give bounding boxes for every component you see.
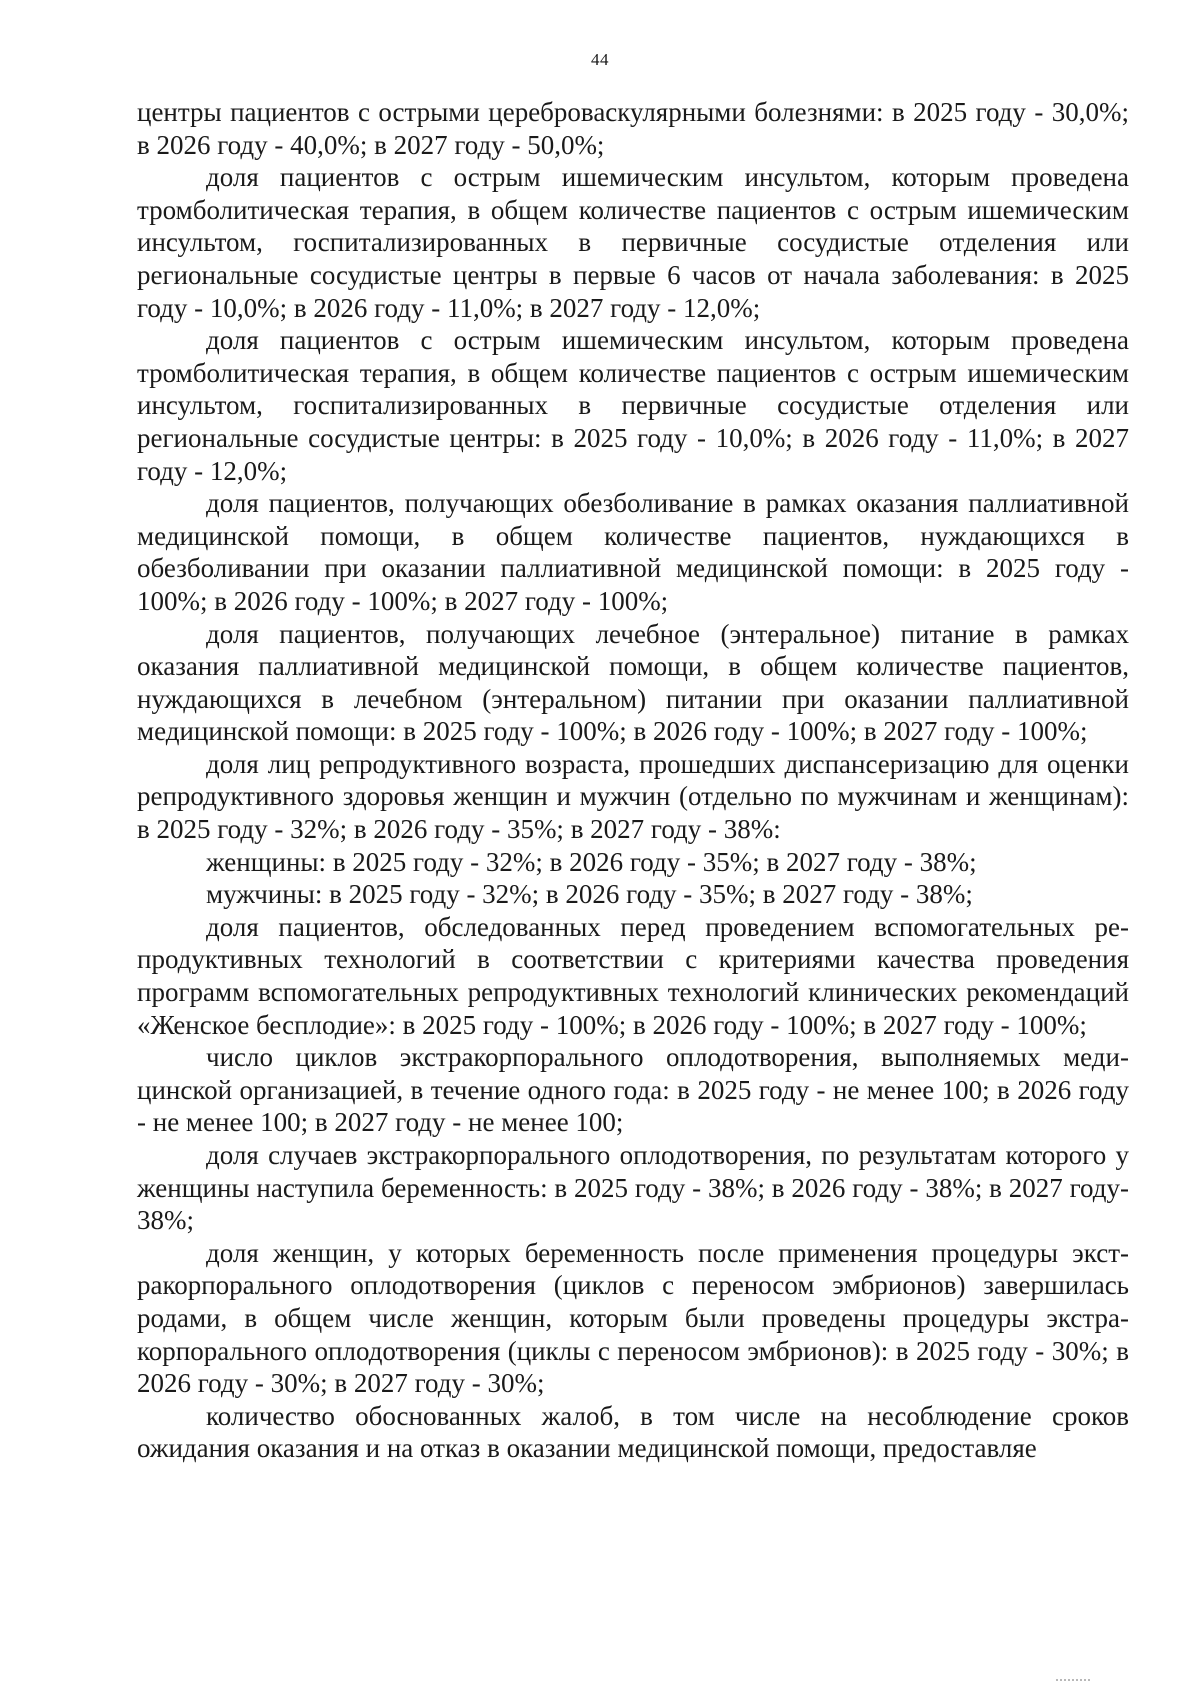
paragraph-complaints-count: количество обоснованных жалоб, в том числе на несоблюдение сроков ожидания оказания и на отказ в оказании медицинской помощи, предоставляе [137, 1400, 1129, 1464]
paragraph-art-examination: доля пациентов, обследованных перед проведением вспомогательных репродуктивных технологий в соответствии с критериями качества проведения программ вспомогательных репродуктивных технологий клинических рекомендаций «Женское бесплодие»: в 2025 году - 100%; в 2026 году - 100%; в 2027 году - 100%; [137, 911, 1129, 1040]
paragraph-palliative-pain-relief: доля пациентов, получающих обезболивание в рамках оказания паллиативной медицинской помощи, в общем количестве пациентов, нуждающихся в обезболивании при оказании паллиативной медицинской помощи: в 2025 году - 100%; в 2026 году - 100%; в 2027 году - 100%; [137, 488, 1129, 616]
scan-artifact [1056, 1679, 1090, 1693]
paragraph-reproductive-men: мужчины: в 2025 году - 32%; в 2026 году - 35%; в 2027 году - 38%; [206, 879, 973, 910]
paragraph-thrombolysis-first-6-hours: доля пациентов с острым ишемическим инсультом, которым проведена тромболитическая терапия, в общем количестве пациентов с острым ишемическим инсультом, госпитализированных в первичные сосудистые отделения или региональные сосудистые центры в первые 6 часов от начала заболевания: в 2025 году - 10,0%; в 2026 году - 11,0%; в 2027 году - 12,0%; [137, 162, 1129, 323]
paragraph-thrombolysis-total: доля пациентов с острым ишемическим инсультом, которым проведена тромболитическая терапия, в общем количестве пациентов с острым ишемическим инсультом, госпитализированных в первичные сосудистые отделения или региональные сосудистые центры: в 2025 году - 10,0%; в 2026 году - 11,0%; в 2027 году - 12,0%; [137, 325, 1129, 486]
page-number: 44 [591, 50, 609, 69]
paragraph-reproductive-screening: доля лиц репродуктивного возраста, прошедших диспансеризацию для оценки репродуктивного здоровья женщин и мужчин (отдельно по мужчинам и женщинам): в 2025 году - 32%; в 2026 году - 35%; в 2027 году - 38%: [137, 748, 1129, 845]
paragraph-palliative-enteral-nutrition: доля пациентов, получающих лечебное (энтеральное) питание в рамках оказания паллиативной медицинской помощи, в общем количестве пациентов, нуждающихся в лечебном (энтеральном) питании при оказании паллиативной медицинской помощи: в 2025 году - 100%; в 2026 году - 100%; в 2027 году - 100%; [137, 618, 1129, 747]
document-body [137, 96, 1129, 1465]
paragraph-ivf-cycles-count: число циклов экстракорпорального оплодотворения, выполняемых медицинской организацией, в течение одного года: в 2025 году - не менее 100; в 2026 году - не менее 100; в 2027 году - не менее 100; [137, 1042, 1129, 1138]
paragraph-ivf-birth-rate: доля женщин, у которых беременность после применения процедуры экстракорпорального оплодотворения (циклов с переносом эмбрионов) завершилась родами, в общем числе женщин, которым были проведены процедуры экстракорпорального оплодотворения (циклы с переносом эмбрионов): в 2025 году - 30%; в 2026 году - 30%; в 2027 году - 30%; [137, 1237, 1129, 1399]
paragraph-reproductive-women: женщины: в 2025 году - 32%; в 2026 году - 35%; в 2027 году - 38%; [206, 846, 977, 877]
paragraph-ivf-pregnancy-rate: доля случаев экстракорпорального оплодотворения, по результатам которого у женщины наступила беременность: в 2025 году - 38%; в 2026 году - 38%; в 2027 году- 38%; [137, 1140, 1129, 1236]
paragraph-continuation: центры пациентов с острыми цереброваскулярными болезнями: в 2025 году - 30,0%; в 2026 году - 40,0%; в 2027 году - 50,0%; [137, 97, 1129, 160]
